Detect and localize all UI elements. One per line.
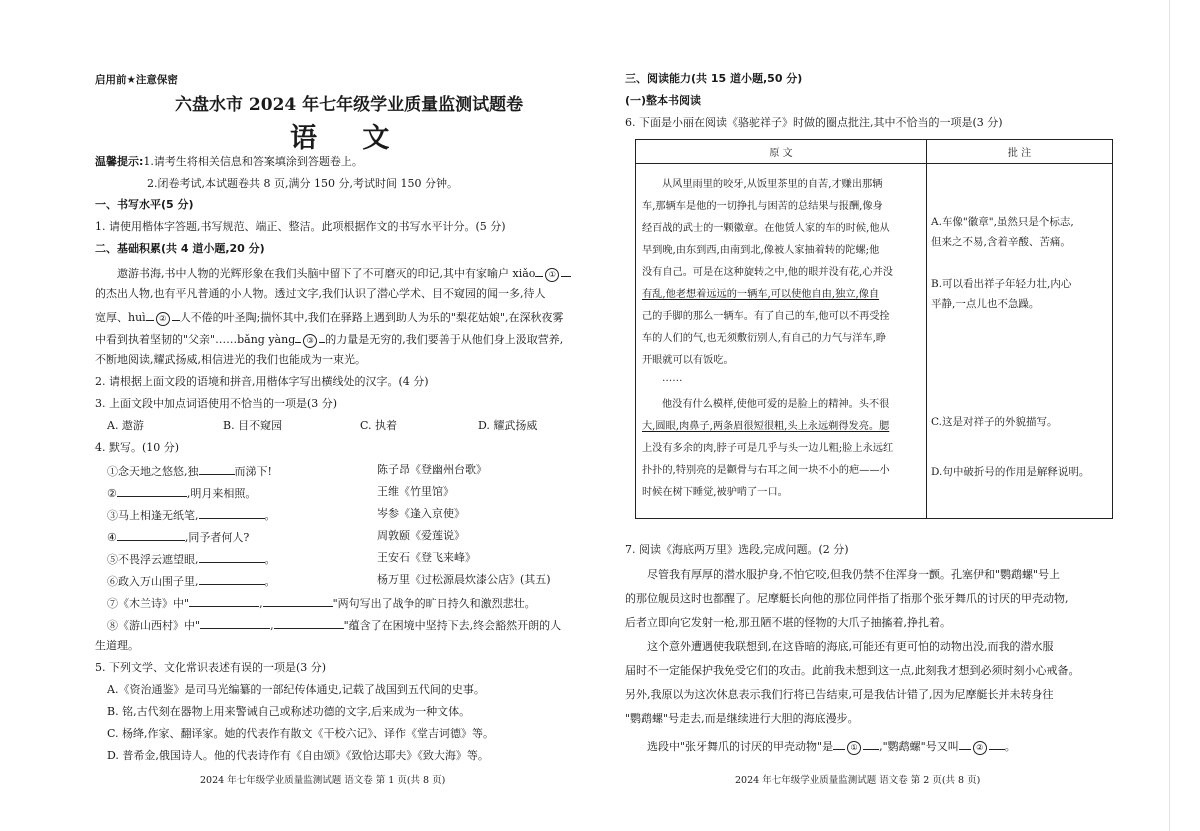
notice-2: 2.闭卷考试,本试题卷共 8 页,满分 150 分,考试时间 150 分钟。 bbox=[147, 177, 458, 190]
orig-line: 没有自己。可是在这种旋转之中,他的眼并没有花,心并没 bbox=[642, 267, 893, 278]
orig-line: 他没有什么模样,使他可爱的是脸上的精神。头不很 bbox=[662, 399, 890, 410]
original-text-cell bbox=[636, 164, 927, 519]
dictation-6: ⑥政入万山围子里, 。 bbox=[107, 575, 276, 588]
q3-option-d: D. 耀武扬威 bbox=[478, 419, 538, 432]
orig-line: 扑扑的,特别亮的是颧骨与右耳之间一块不小的疤——小 bbox=[642, 465, 890, 476]
passage-7-line: 的那位舰员这时也都醒了。尼摩艇长向他的那位同伴指了指那个张牙舞爪的讨厌的甲壳动物, bbox=[625, 592, 1069, 605]
dictation-8: ⑧《游山西村》中" , "蕴含了在困境中坚持下去,终会豁然开朗的人 bbox=[107, 619, 562, 632]
passage-7-line: 届时不一定能保护我免受它们的攻击。此前我未想到这一点,此刻我才想到必须时刻小心戒备。 bbox=[625, 664, 1080, 677]
q5-option-c: C. 杨绛,作家、翻译家。她的代表作有散文《干校六记》、译作《堂吉诃德》等。 bbox=[107, 727, 495, 740]
q3-option-b: B. 目不窥园 bbox=[223, 419, 283, 432]
orig-line: 时候在树下睡觉,被驴啃了一口。 bbox=[642, 487, 788, 498]
note-d: D.句中破折号的作用是解释说明。 bbox=[931, 466, 1090, 478]
q3-option-a: A. 遨游 bbox=[107, 419, 144, 432]
page-footer-right: 2024 年七年级学业质量监测试题 语文卷 第 2 页(共 8 页) bbox=[735, 775, 981, 786]
notes-cell bbox=[927, 164, 1113, 519]
blank-1-marker: ① bbox=[847, 741, 861, 755]
orig-line: 有乱,他老想着远远的一辆车,可以使他自由,独立,像自 bbox=[642, 289, 880, 300]
q5-option-b: B. 铭,古代刻在器物上用来警诫自己或称述功德的文字,后来成为一种文体。 bbox=[107, 705, 471, 718]
q5-option-d: D. 普希金,俄国诗人。他的代表诗作有《自由颂》《致恰达耶夫》《致大海》等。 bbox=[107, 749, 489, 762]
blank-1-marker: ① bbox=[545, 268, 559, 282]
dictation-7: ⑦《木兰诗》中" , "两句写出了战争的旷日持久和激烈悲壮。 bbox=[107, 597, 536, 610]
question-6: 6. 下面是小丽在阅读《骆驼祥子》时做的圈点批注,其中不恰当的一项是(3 分) bbox=[625, 116, 1003, 129]
section-writing: 一、书写水平(5 分) bbox=[95, 198, 194, 211]
passage-line-4: 中看到执着坚韧的"父亲"……bǎng yàng ③ 的力量是无穷的,我们要善于从他们身上汲取营养, bbox=[95, 333, 564, 346]
subject-title: 语 文 bbox=[290, 123, 408, 154]
passage-7-line: "鹦鹉螺"号走去,而是继续进行大胆的海底漫步。 bbox=[625, 712, 859, 725]
note-b-line-1: B.可以看出祥子年轻力壮,内心 bbox=[931, 278, 1072, 290]
note-a-line-1: A.车像"徽章",虽然只是个标志, bbox=[931, 216, 1074, 228]
question-7: 7. 阅读《海底两万里》选段,完成问题。(2 分) bbox=[625, 543, 849, 556]
dictation-1: ①念天地之悠悠,独 而涕下! bbox=[107, 465, 272, 478]
blank-2-marker: ② bbox=[973, 741, 987, 755]
orig-ellipsis: …… bbox=[662, 373, 683, 384]
notice-1: 温馨提示:1.请考生将相关信息和答案填涂到答题卷上。 bbox=[95, 155, 363, 168]
question-4: 4. 默写。(10 分) bbox=[95, 441, 180, 454]
note-b-line-2: 平静,一点儿也不急躁。 bbox=[931, 298, 1040, 310]
section-basics: 二、基础积累(共 4 道小题,20 分) bbox=[95, 242, 265, 255]
dictation-3: ③马上相逢无纸笔, 。 bbox=[107, 509, 276, 522]
dictation-5: ⑤不畏浮云遮望眼, 。 bbox=[107, 553, 276, 566]
notice-label: 温馨提示: bbox=[95, 155, 144, 168]
question-7-fill: 选段中"张牙舞爪的讨厌的甲壳动物"是 ① ,"鹦鹉螺"号又叫 ② 。 bbox=[647, 740, 1016, 753]
right-page bbox=[625, 0, 1115, 831]
passage-7-line: 后者立即向它发射一枪,那丑陋不堪的怪物的大爪子抽搐着,挣扎着。 bbox=[625, 616, 951, 629]
passage-line-1: 遨游书海,书中人物的光辉形象在我们头脑中留下了不可磨灭的印记,其中有家喻户 xiǎo ① bbox=[117, 265, 571, 282]
page-footer-left: 2024 年七年级学业质量监测试题 语文卷 第 1 页(共 8 页) bbox=[200, 775, 446, 786]
passage-7-line: 另外,我原以为这次休息表示我们行将已告结束,可是我估计错了,因为尼摩艇长并未转身往 bbox=[625, 688, 1054, 701]
annotation-table bbox=[635, 139, 1113, 519]
question-1: 1. 请使用楷体字答题,书写规范、端正、整洁。此项根据作文的书写水平计分。(5 分) bbox=[95, 220, 506, 233]
orig-line: 大,圆眼,肉鼻子,两条眉很短很粗,头上永远剃得发亮。腮 bbox=[642, 421, 890, 432]
orig-line: 己的手脚的那么一辆车。有了自己的车,他可以不再受拴 bbox=[642, 311, 890, 322]
blank-3-marker: ③ bbox=[303, 334, 317, 348]
q3-option-c: C. 执着 bbox=[360, 419, 398, 432]
dictation-4: ④ ,同予者何人? bbox=[107, 531, 250, 544]
passage-7-line: 尽管我有厚厚的潜水服护身,不怕它咬,但我仍禁不住浑身一颤。孔塞伊和"鹦鹉螺"号上 bbox=[647, 568, 1061, 581]
passage-line-2: 的杰出人物,也有平凡普通的小人物。透过文字,我们认识了潜心学术、目不窥园的闻一多,待人 bbox=[95, 287, 546, 300]
orig-line: 车的人们的气,也无须敷衍别人,有自己的力气与洋车,睁 bbox=[642, 333, 887, 344]
col-original-header: 原 文 bbox=[636, 140, 927, 164]
orig-line: 开眼就可以有饭吃。 bbox=[642, 355, 734, 366]
dictation-2: ② ,明月来相照。 bbox=[107, 487, 257, 500]
dictation-1-source: 陈子昂《登幽州台歌》 bbox=[377, 463, 487, 476]
subsection-whole-book: (一)整本书阅读 bbox=[625, 94, 702, 107]
blank-2-marker: ② bbox=[156, 312, 170, 326]
col-notes-header: 批 注 bbox=[927, 140, 1113, 164]
orig-line: 从风里雨里的咬牙,从饭里茶里的自苦,才赚出那辆 bbox=[662, 179, 883, 190]
note-c: C.这是对祥子的外貌描写。 bbox=[931, 416, 1058, 428]
question-5: 5. 下列文学、文化常识表述有误的一项是(3 分) bbox=[95, 661, 327, 674]
section-reading: 三、阅读能力(共 15 道小题,50 分) bbox=[625, 72, 803, 85]
passage-line-5: 不断地阅读,耀武扬威,相信进光的我们也能成为一束光。 bbox=[95, 353, 366, 366]
confidential-label: 启用前★注意保密 bbox=[95, 74, 178, 86]
question-3: 3. 上面文段中加点词语使用不恰当的一项是(3 分) bbox=[95, 397, 338, 410]
orig-line: 经百战的武士的一颗徽章。在他赁人家的车的时候,他从 bbox=[642, 223, 890, 234]
orig-line: 上没有多余的肉,脖子可是几乎与头一边儿粗;脸上永远红 bbox=[642, 443, 894, 454]
note-a-line-2: 但来之不易,含着辛酸、苦痛。 bbox=[931, 236, 1071, 248]
passage-7-line: 这个意外遭遇使我联想到,在这昏暗的海底,可能还有更可怕的动物出没,而我的潜水服 bbox=[647, 640, 1054, 653]
dictation-8-cont: 生道理。 bbox=[95, 639, 139, 652]
dictation-3-source: 岑参《逢入京使》 bbox=[377, 507, 465, 520]
exam-title: 六盘水市 2024 年七年级学业质量监测试题卷 bbox=[175, 95, 524, 115]
passage-line-3: 宽厚、huì ② 人不倦的叶圣陶;揣怀其中,我们在驿路上遇到助人为乐的"梨花姑娘",在深秋夜雾 bbox=[95, 311, 564, 324]
dictation-6-source: 杨万里《过松源晨炊漆公店》(其五) bbox=[377, 573, 551, 586]
scan-edge-line bbox=[1169, 0, 1170, 831]
orig-line: 车,那辆车是他的一切挣扎与困苦的总结果与报酬,像身 bbox=[642, 201, 883, 212]
orig-line: 早到晚,由东到西,由南到北,像被人家抽着转的陀螺;他 bbox=[642, 245, 880, 256]
left-page bbox=[95, 0, 585, 831]
question-2: 2. 请根据上面文段的语境和拼音,用楷体字写出横线处的汉字。(4 分) bbox=[95, 375, 429, 388]
dictation-2-source: 王维《竹里馆》 bbox=[377, 485, 454, 498]
dictation-5-source: 王安石《登飞来峰》 bbox=[377, 551, 476, 564]
dictation-4-source: 周敦颐《爱莲说》 bbox=[377, 529, 465, 542]
q5-option-a: A.《资治通鉴》是司马光编纂的一部纪传体通史,记载了战国到五代间的史事。 bbox=[107, 683, 485, 696]
